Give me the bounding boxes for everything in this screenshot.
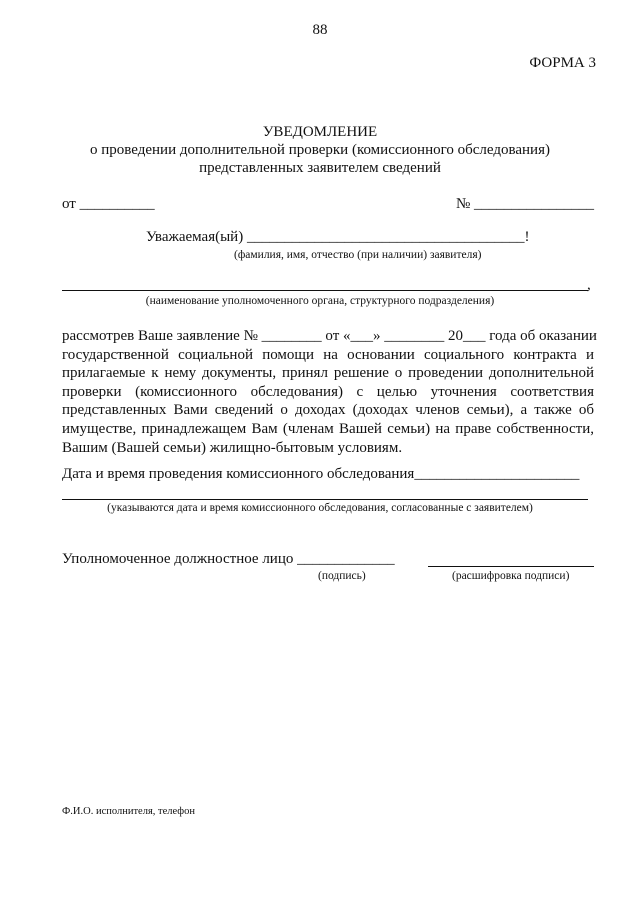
body-line: государственной социальной помощи на основании социального контракта и <box>62 346 594 363</box>
number-field[interactable]: № ________________ <box>455 196 594 212</box>
organ-hint: (наименование уполномоченного органа, структурного подразделения) <box>145 295 495 307</box>
notice-body <box>62 327 597 457</box>
form-label: ФОРМА 3 <box>529 55 596 71</box>
title-line-2: о проведении дополнительной проверки (комиссионного обследования) <box>90 142 550 158</box>
name-decipher-field[interactable] <box>428 566 594 567</box>
organ-line[interactable] <box>62 290 588 291</box>
inspection-hint: (указываются дата и время комиссионного обследования, согласованные с заявителем) <box>107 502 533 514</box>
page-number: 88 <box>312 22 328 38</box>
title-line-3: представленных заявителем сведений <box>199 160 441 176</box>
signature-hint: (подпись) <box>318 570 366 582</box>
decipher-hint: (расшифровка подписи) <box>452 570 570 582</box>
official-signature-field[interactable]: Уполномоченное должностное лицо _____________ <box>62 551 395 567</box>
greeting-hint: (фамилия, имя, отчество (при наличии) заявителя) <box>234 249 482 261</box>
inspection-underline[interactable] <box>62 499 588 500</box>
body-line: Вашим (Вашей семьи) жилищно-бытовым условиям. <box>62 439 403 456</box>
body-line: представленных Вами сведений о доходах (доходах членов семьи), а также об <box>62 402 594 419</box>
body-line: рассмотрев Ваше заявление № ________ от «___» ________ 20___ года об оказании <box>62 328 597 344</box>
body-line: проверки (комиссионного обследования) с целью уточнения соответствия <box>62 383 594 400</box>
organ-comma: , <box>587 277 591 293</box>
title-line-1: УВЕДОМЛЕНИЕ <box>262 124 378 140</box>
from-field[interactable]: от __________ <box>62 196 155 212</box>
inspection-date-field[interactable]: Дата и время проведения комиссионного обследования______________________ <box>62 466 580 482</box>
greeting-line[interactable]: Уважаемая(ый) _____________________________________! <box>146 229 530 245</box>
body-line: имуществе, принадлежащем Вам (членам Вашей семьи) на праве собственности, <box>62 420 594 437</box>
executor-footer: Ф.И.О. исполнителя, телефон <box>62 806 195 817</box>
body-line: прилагаемые к нему документы, принял решение о проведении дополнительной <box>62 365 594 382</box>
